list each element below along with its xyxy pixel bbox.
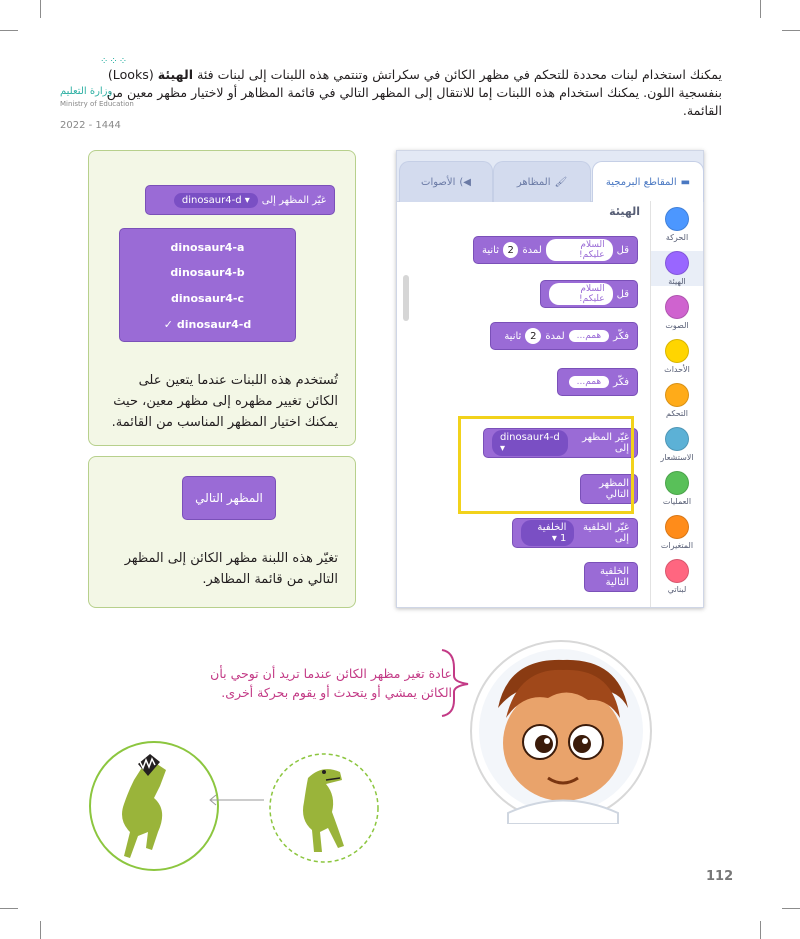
- intro-category-en: (Looks): [107, 67, 154, 82]
- category-control[interactable]: [651, 383, 703, 418]
- category-label: الاستشعار: [660, 453, 694, 462]
- switch-costume-label: غيّر المظهر إلى: [261, 194, 326, 206]
- menu-item[interactable]: dinosaur4-a: [170, 241, 245, 254]
- myblocks-icon: [665, 559, 689, 583]
- seconds-input[interactable]: 2: [503, 242, 518, 258]
- switch-costume-label: غيّر المظهر إلى: [582, 432, 629, 454]
- motion-icon: [665, 207, 689, 231]
- category-label: العمليات: [662, 497, 692, 506]
- think-label: فكّر: [613, 376, 629, 388]
- info-box2-text: تغيّر هذه اللبنة مظهر الكائن إلى المظهر التالي من قائمة المظاهر.: [124, 551, 338, 587]
- looks-icon: [665, 251, 689, 275]
- category-operators[interactable]: [651, 471, 703, 506]
- boy-character-illustration: [468, 638, 654, 824]
- unit-label: ثانية: [504, 330, 522, 342]
- next-costume-block[interactable]: المظهر التالي: [182, 476, 276, 520]
- category-label: المتغيرات: [660, 541, 694, 550]
- seconds-input[interactable]: 2: [525, 328, 541, 344]
- category-label: الحركة: [665, 233, 689, 242]
- crop-mark: [760, 921, 761, 939]
- tab-costumes[interactable]: [493, 161, 591, 202]
- sensing-icon: [665, 427, 689, 451]
- sound-icon: [665, 295, 689, 319]
- think-text-input[interactable]: همم...: [569, 330, 610, 342]
- say-text-input[interactable]: السلام عليكم!: [549, 283, 613, 305]
- menu-item-label: dinosaur4-d: [176, 318, 252, 331]
- category-label: الهيئة: [668, 277, 686, 286]
- section-title: الهيئة: [609, 205, 640, 218]
- check-icon: ✓: [163, 318, 173, 331]
- scratch-tabs: [397, 151, 703, 202]
- crop-mark: [0, 908, 18, 909]
- menu-item[interactable]: dinosaur4-b: [170, 266, 245, 279]
- crop-mark: [40, 921, 41, 939]
- say-label: قل: [616, 288, 629, 300]
- for-label: لمدة: [545, 330, 565, 342]
- code-icon: ▬: [680, 176, 691, 188]
- operators-icon: [665, 471, 689, 495]
- crop-mark: [0, 30, 18, 31]
- say-label: قل: [616, 244, 629, 256]
- dinosaur-closed-mouth-illustration: [268, 752, 380, 864]
- intro-paragraph: [82, 66, 722, 120]
- category-looks[interactable]: [651, 251, 703, 286]
- category-label: لبناتي: [667, 585, 687, 594]
- category-motion[interactable]: [651, 207, 703, 242]
- costume-dropdown-value: dinosaur4-d: [181, 194, 242, 206]
- crop-mark: [782, 30, 800, 31]
- next-backdrop-block[interactable]: الخلفية التالية: [584, 562, 638, 592]
- brush-icon: 🖌: [554, 176, 568, 188]
- speaker-icon: ◀): [459, 176, 471, 188]
- intro-line1: يمكنك استخدام لبنات محددة للتحكم في مظهر الكائن في سكراتش وتنتمي هذه اللبنات إلى لبنات فئة: [197, 67, 722, 82]
- category-sound[interactable]: [651, 295, 703, 330]
- think-for-block[interactable]: [490, 322, 638, 350]
- logo-word: وزارة التعليم: [60, 86, 113, 97]
- crop-mark: [760, 0, 761, 18]
- menu-item[interactable]: dinosaur4-c: [171, 292, 244, 305]
- tab-code[interactable]: [592, 161, 704, 202]
- page-number: 112: [706, 869, 734, 884]
- backdrop-dropdown[interactable]: [521, 520, 574, 546]
- scrollbar[interactable]: [403, 275, 409, 321]
- unit-label: ثانية: [482, 244, 499, 256]
- switch-backdrop-label: غيّر الخلفية إلى: [583, 522, 629, 544]
- costume-dropdown-value: dinosaur4-d: [500, 432, 560, 443]
- costume-dropdown[interactable]: [174, 193, 258, 208]
- control-icon: [665, 383, 689, 407]
- dropdown-arrow-icon: ▾: [244, 194, 250, 206]
- variables-icon: [665, 515, 689, 539]
- dinosaur-open-mouth-illustration: [88, 740, 220, 872]
- say-block[interactable]: [540, 280, 638, 308]
- dropdown-arrow-icon: ▾: [551, 533, 557, 544]
- next-costume-block[interactable]: المظهر التالي: [580, 474, 638, 504]
- crop-mark: [40, 0, 41, 18]
- dropdown-arrow-icon: ▾: [500, 443, 506, 454]
- think-block[interactable]: [557, 368, 638, 396]
- menu-item-selected[interactable]: [120, 318, 295, 331]
- say-text-input[interactable]: السلام عليكم!: [546, 239, 613, 261]
- switch-costume-block[interactable]: [145, 185, 335, 215]
- arrow-left-icon: [206, 792, 266, 808]
- info-box1-text: تُستخدم هذه اللبنات عندما يتعين على الكائن تغيير مظهره إلى مظهر معين، حيث يمكنك اختيار المظهر المناسب من القائمة.: [111, 373, 338, 430]
- speech-text: عادة تغير مظهر الكائن عندما تريد أن توحي بأن الكائن يمشي أو يتحدث أو يقوم بحركة أخرى.: [210, 666, 452, 700]
- tab-code-label: المقاطع البرمجية: [605, 176, 677, 188]
- think-label: فكّر: [613, 330, 629, 342]
- category-myblocks[interactable]: [651, 559, 703, 594]
- tab-sounds-label: الأصوات: [421, 176, 456, 188]
- category-variables[interactable]: [651, 515, 703, 550]
- tab-costumes-label: المظاهر: [516, 176, 551, 188]
- think-text-input[interactable]: همم...: [569, 376, 610, 388]
- tab-sounds[interactable]: [399, 161, 493, 202]
- category-list: [650, 201, 703, 607]
- events-icon: [665, 339, 689, 363]
- intro-line2: بنفسجية اللون. يمكنك استخدام هذه اللبنات إما للانتقال إلى المظهر التالي في قائمة المظاهر أو لاختيار مظهر معين من القائمة.: [106, 85, 722, 118]
- category-sensing[interactable]: [651, 427, 703, 462]
- logo-subtitle: Ministry of Education: [60, 100, 134, 108]
- say-for-block[interactable]: [473, 236, 638, 264]
- logo-dots-icon: ⁘⁘⁘: [100, 56, 129, 67]
- crop-mark: [782, 908, 800, 909]
- costume-menu: [119, 228, 296, 342]
- for-label: لمدة: [522, 244, 542, 256]
- category-label: الصوت: [665, 321, 689, 330]
- category-label: الأحداث: [664, 365, 690, 374]
- category-label: التحكم: [666, 409, 688, 418]
- category-events[interactable]: [651, 339, 703, 374]
- highlight-frame: [458, 416, 634, 514]
- intro-category-ar: الهيئة: [157, 67, 194, 82]
- backdrop-dropdown-value: الخلفية 1: [537, 522, 567, 544]
- switch-backdrop-block[interactable]: [512, 518, 638, 548]
- logo-year: 2022 - 1444: [60, 120, 121, 131]
